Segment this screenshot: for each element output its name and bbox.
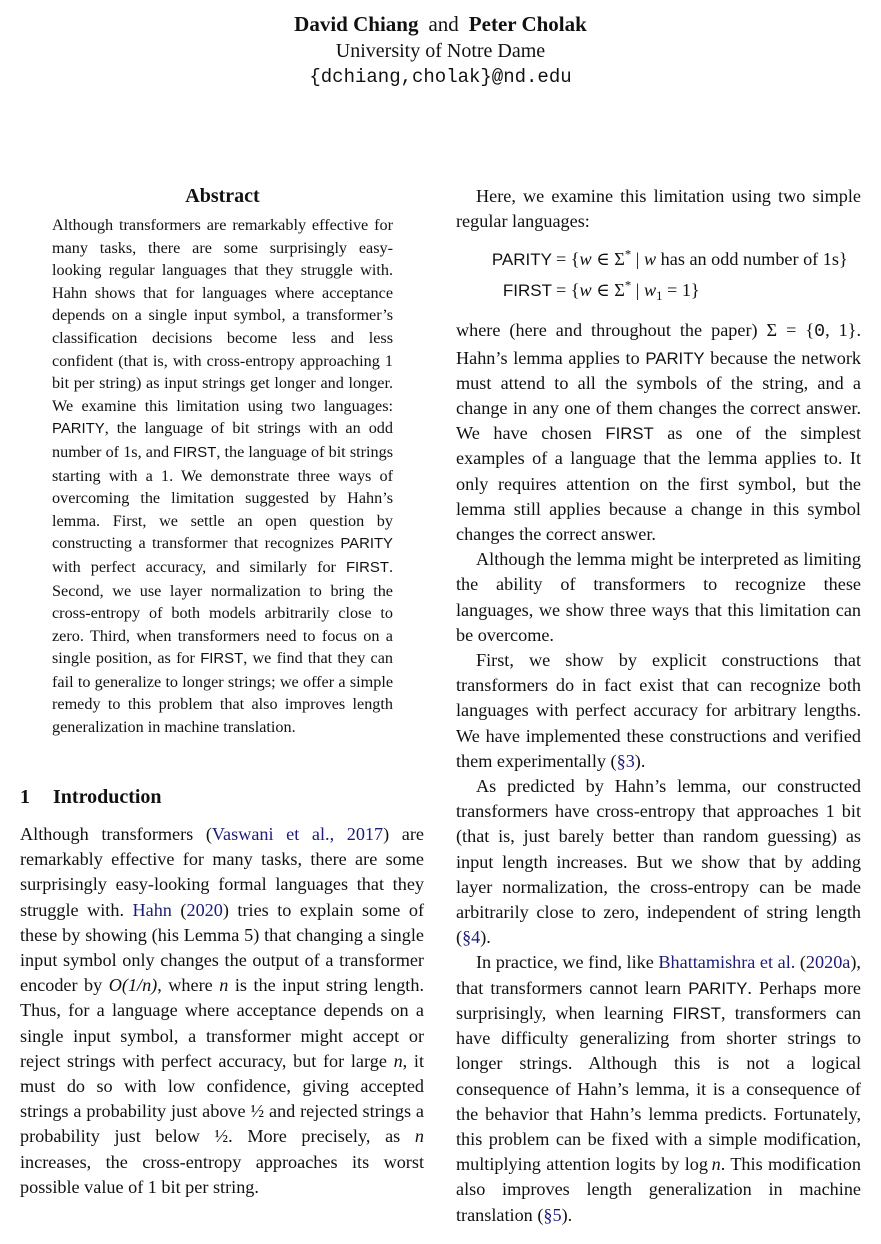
text-span: First, we show by explicit constructions that transformers do in fact exist that can recognize both languages with perfect accuracy for arbitrary lengths. We have implemented these constructions and verified them experimentally ( [456, 650, 861, 771]
paragraph [456, 950, 861, 1227]
text-span: ). [634, 750, 646, 771]
language-name: FIRST [605, 424, 654, 444]
paragraph: Although the lemma might be interpreted as limiting the ability of transformers to recognize these languages, we show three ways that this limitation can be overcome. [456, 549, 861, 645]
paragraph: Here, we examine this limitation using two simple regular languages: [456, 186, 861, 232]
text-span: ( [171, 899, 187, 920]
math-variable: w [643, 249, 657, 270]
superscript: * [624, 248, 632, 263]
section-reference-link[interactable]: §3 [616, 750, 635, 771]
abstract-title: Abstract [185, 185, 260, 207]
text-span: Although transformers ( [20, 824, 212, 844]
text-span: = 1} [662, 280, 700, 301]
section-reference-link[interactable]: §4 [462, 927, 481, 948]
text-span: ) are remarkably effective for many tasks, there are some surprisingly easy-looking formal languages that they struggle with. [20, 824, 425, 920]
math-variable: n [219, 975, 229, 996]
math-variable: w [643, 280, 657, 301]
language-name: FIRST [345, 559, 389, 576]
math-expression: O(1/n) [108, 975, 158, 996]
text-span: | [631, 249, 644, 270]
equation-rhs [556, 244, 848, 275]
paragraph [456, 648, 861, 774]
display-equations [456, 244, 861, 306]
language-name: PARITY [491, 250, 552, 270]
text-span: ). [480, 927, 491, 948]
intro-paragraph [20, 822, 424, 1200]
abstract-text-span: , the language of bit strings with an odd number of 1s, and [52, 419, 393, 461]
text-span: , 1}. Hahn’s lemma applies to [456, 320, 861, 368]
language-name: PARITY [645, 348, 705, 368]
paragraph [20, 822, 424, 1200]
symbol-zero: 0 [814, 322, 826, 343]
text-span: . Perhaps more surprisingly, when learning [456, 977, 861, 1023]
abstract-text-span: , we find that they can fail to generalize to longer strings; we offer a simple remedy to this problem that also improves length generalization in machine translation. [52, 649, 393, 737]
paper-header [0, 10, 881, 90]
author-line [0, 10, 881, 38]
text-span: In practice, we find, like [476, 952, 659, 973]
abstract [52, 182, 393, 739]
text-span: ∈ Σ [591, 280, 625, 301]
abstract-text-span: Although transformers are remarkably effective for many tasks, there are some surprisingly easy-looking regular languages that they struggle with. Hahn shows that for languages where acceptance depends on a single input symbol, a transformer’s classification decisions become less and less confident (that is, with cross-entropy approaching 1 bit per string) as input strings get longer and longer. We examine this limitation using two languages: [52, 216, 393, 415]
language-name: FIRST [200, 651, 244, 668]
math-variable: w [579, 280, 592, 301]
equation-lhs [456, 244, 556, 275]
language-name: FIRST [672, 1003, 722, 1023]
right-column [456, 184, 861, 1228]
math-variable: n [711, 1154, 721, 1175]
equation-parity [456, 244, 861, 275]
math-variable: n [393, 1050, 403, 1071]
author-email: {dchiang,cholak}@nd.edu [309, 66, 572, 88]
section-title: Introduction [53, 786, 162, 808]
citation-link[interactable]: 2020a [805, 952, 851, 973]
text-span: , where [157, 975, 220, 996]
abstract-text-span: , the language of bit strings starting with a 1. We demonstrate three ways of overcoming the limitation suggested by Hahn’s lemma. First, we settle an open question by constructing a transformer that recognizes [52, 442, 393, 553]
superscript: * [624, 279, 632, 294]
text-span: = { [556, 249, 580, 270]
paragraph [456, 774, 861, 950]
abstract-text [52, 214, 393, 739]
section-heading [20, 784, 162, 810]
math-variable: w [579, 249, 592, 270]
affiliation: University of Notre Dame [335, 40, 546, 62]
text-span: = { [556, 280, 580, 301]
subscript: 1 [656, 289, 663, 304]
text-span: is the input string length. Thus, for a language where acceptance depends on a single input symbol, a transformer might accept or reject strings with perfect accuracy, but for large [20, 975, 424, 1071]
section-number: 1 [20, 786, 30, 808]
text-span: ∈ Σ [591, 249, 625, 270]
language-name: PARITY [688, 978, 748, 998]
citation-link[interactable]: Vaswani et al., 2017 [211, 824, 384, 844]
language-name: PARITY [52, 421, 105, 438]
abstract-text-span: . Second, we use layer normalization to bring the cross-entropy of both models arbitrarily close to zero. Third, when transformers need to focus on a single position, as for [52, 557, 393, 668]
text-span: , it must do so with low confidence, giving accepted strings a probability just above ½ and rejected strings a probability just below ½. More precisely, as [20, 1050, 425, 1147]
text-span: | [631, 280, 644, 301]
equation-lhs [456, 275, 556, 306]
text-span: increases, the cross-entropy approaches its worst possible value of 1 bit per string. [20, 1151, 424, 1197]
text-span: where (here and throughout the paper) Σ = { [456, 320, 815, 341]
text-span: As predicted by Hahn’s lemma, our constructed transformers have cross-entropy that approaches 1 bit (that is, just barely better than random guessing) as input length increases. But we show that by adding layer normalization, the cross-entropy can be made arbitrarily close to zero, independent of string length ( [456, 776, 861, 948]
language-name: PARITY [340, 536, 393, 553]
math-variable: n [414, 1126, 424, 1147]
language-name: FIRST [502, 281, 552, 301]
text-span: ) tries to explain some of these by showing (his Lemma 5) that changing a single input symbol only changes the output of a transformer encoder by [20, 899, 424, 996]
text-span: , transformers can have difficulty generalizing from shorter strings to longer strings. Although this is not a logical consequence of Hahn’s lemma, it is a consequence of the behavior that Hahn’s lemma predicts. Fortunately, this problem can be fixed with a simple modification, multiplying attention logits by log [456, 1002, 861, 1175]
citation-link[interactable]: 2020 [186, 899, 223, 920]
text-span: ( [795, 952, 806, 973]
author-conjunction: and [428, 12, 459, 36]
equation-rhs [556, 275, 700, 306]
equation-first [456, 275, 861, 306]
author-name: Peter Cholak [468, 12, 587, 36]
text-span: because the network must attend to all the symbols of the string, and a change in any one of them changes the correct answer. We have chosen [456, 347, 861, 444]
citation-link[interactable]: Bhattamishra et al. [658, 952, 796, 973]
text-span: as one of the simplest examples of a language that the lemma applies to. It only requires attention on the first symbol, but the lemma still applies because a change in this symbol changes the correct answer. [456, 423, 861, 545]
language-name: FIRST [173, 444, 217, 461]
citation-link[interactable]: Hahn [132, 899, 172, 920]
text-span: ), that transformers cannot learn [456, 952, 861, 998]
text-span: has an odd number of 1s} [656, 249, 848, 270]
paragraph [456, 318, 861, 547]
section-reference-link[interactable]: §5 [543, 1204, 562, 1225]
text-span: ). [561, 1204, 573, 1225]
author-name: David Chiang [294, 12, 419, 36]
abstract-text-span: with perfect accuracy, and similarly for [52, 557, 346, 576]
text-span: . This modification also improves length generalization in machine translation ( [456, 1154, 861, 1225]
